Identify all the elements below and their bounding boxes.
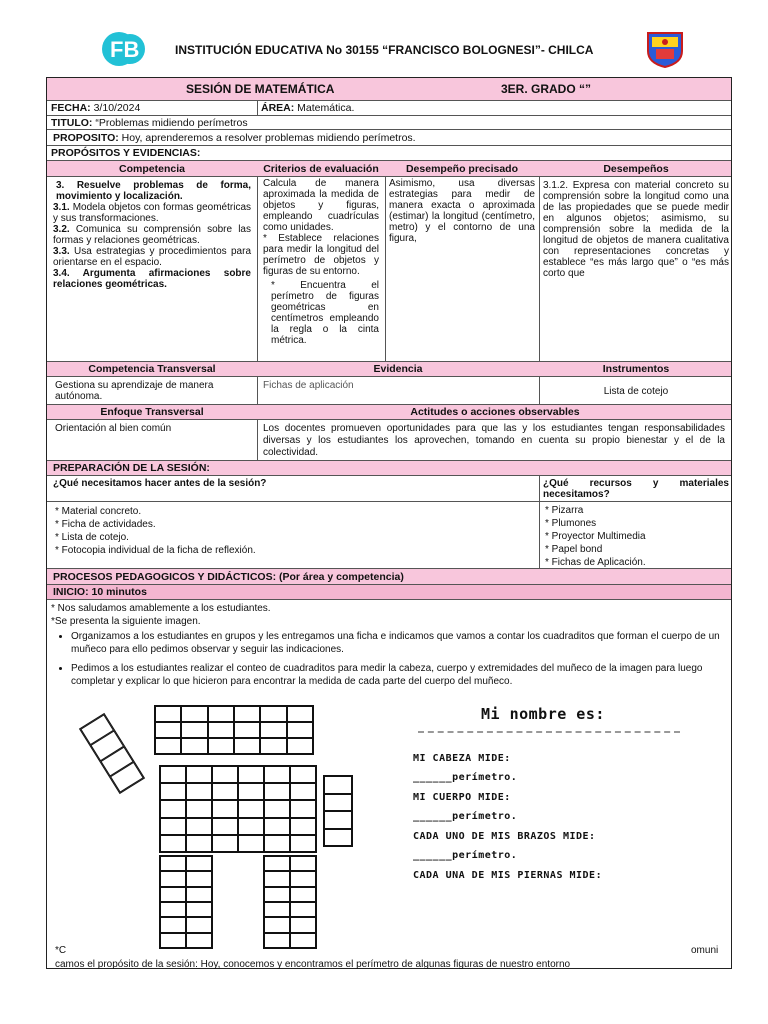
recurso-item: * Papel bond bbox=[545, 544, 603, 555]
header-evidencia: Evidencia bbox=[373, 363, 423, 375]
area-label: ÁREA: bbox=[261, 102, 295, 114]
header-competencia: Competencia bbox=[119, 163, 185, 175]
antes-item: * Material concreto. bbox=[55, 506, 142, 517]
proposito-value: Hoy, aprenderemos a resolver problemas midiendo perímetros. bbox=[121, 132, 416, 144]
antes-item: * Fotocopia individual de la ficha de reflexión. bbox=[55, 545, 256, 556]
header-actitudes: Actitudes o acciones observables bbox=[410, 406, 580, 418]
transversal-header-row bbox=[47, 361, 731, 376]
area-cell bbox=[257, 101, 358, 115]
bullet-item: • Organizamos a los estudiantes en grupos y les entregamos una ficha e indicamos que vamos a contar los cuadraditos que forman el cuerpo de un muñeco para ello pedimos observar y seguir las indicaciones. bbox=[71, 630, 723, 656]
desempenos-cell: 3.1.2. Expresa con material concreto su comprensión sobre la longitud como una de las propiedades que se puede medir en algunos objetos; asimismo, su comprensión sobre la medida de la longitud de objetos de manera cualitativa con representaciones concretas y establece “es más largo que” o “es más corto que bbox=[543, 180, 729, 279]
competencia-title: 3. Resuelve problemas de forma, movimiento y localización. bbox=[56, 180, 251, 202]
session-document bbox=[46, 77, 732, 969]
doll-right-arm bbox=[323, 775, 353, 847]
propositos-evidencias-row bbox=[47, 145, 731, 160]
worksheet-line: ______perímetro. bbox=[413, 811, 518, 822]
recurso-item: * Plumones bbox=[545, 518, 597, 529]
criterio-3: * Encuentra el perímetro de figuras geométricas en centímetros empleando la regla o la cinta métrica. bbox=[271, 280, 379, 346]
fecha-area-row bbox=[47, 100, 731, 115]
preparacion-lists-row bbox=[47, 501, 731, 568]
doll-right-leg bbox=[263, 855, 317, 949]
worksheet-line: MI CUERPO MIDE: bbox=[413, 792, 511, 803]
name-line bbox=[418, 731, 680, 733]
recursos-list bbox=[541, 503, 650, 570]
transversal-body-row bbox=[47, 376, 731, 404]
competencia-item: 3.3. Usa estrategias y procedimientos para orientarse en el espacio. bbox=[53, 246, 251, 268]
competencia-transversal: Gestiona su aprendizaje de manera autónoma. bbox=[55, 380, 214, 402]
criterios-cell bbox=[259, 177, 383, 347]
header-enfoque: Enfoque Transversal bbox=[100, 406, 204, 418]
propositos-evidencias-title: PROPÓSITOS Y EVIDENCIAS: bbox=[51, 147, 201, 159]
inicio-row bbox=[47, 584, 731, 599]
institution-title: INSTITUCIÓN EDUCATIVA No 30155 “FRANCISCO BOLOGNESI”- CHILCA bbox=[175, 43, 594, 57]
enfoque-header-row bbox=[47, 404, 731, 419]
competencia-item: 3.2. Comunica su comprensión sobre las formas y relaciones geométricas. bbox=[53, 224, 251, 246]
antes-item: * Ficha de actividades. bbox=[55, 519, 156, 530]
footer-right: omuni bbox=[691, 945, 719, 956]
titulo-value: “Problemas midiendo perímetros bbox=[95, 117, 248, 129]
session-grade: 3ER. GRADO “” bbox=[501, 82, 592, 96]
recurso-item: * Fichas de Aplicación. bbox=[545, 557, 646, 568]
doll-grid-figure bbox=[87, 705, 357, 950]
header-desempenos: Desempeños bbox=[603, 163, 669, 175]
question-recursos: ¿Qué recursos y materiales necesitamos? bbox=[543, 478, 729, 500]
school-shield-icon bbox=[644, 27, 686, 69]
preparacion-row bbox=[47, 460, 731, 475]
fb-logo-icon bbox=[100, 30, 146, 68]
worksheet-line: CADA UNA DE MIS PIERNAS MIDE: bbox=[413, 870, 603, 881]
titulo-row bbox=[47, 115, 731, 129]
area-value: Matemática. bbox=[297, 102, 355, 114]
footer-line: camos el propósito de la sesión: Hoy, conocemos y encontramos el perímetro de algunas figuras de nuestro entorno bbox=[55, 959, 571, 970]
session-title-row bbox=[47, 78, 731, 100]
imagen-line: *Se presenta la siguiente imagen. bbox=[51, 616, 201, 627]
antes-item: * Lista de cotejo. bbox=[55, 532, 129, 543]
worksheet-line: MI CABEZA MIDE: bbox=[413, 753, 511, 764]
enfoque-body-row bbox=[47, 419, 731, 460]
worksheet-line: CADA UNO DE MIS BRAZOS MIDE: bbox=[413, 831, 596, 842]
inicio-title: INICIO: 10 minutos bbox=[53, 586, 147, 598]
competencias-header-row bbox=[47, 160, 731, 176]
svg-text:FB: FB bbox=[110, 37, 140, 62]
session-title: SESIÓN DE MATEMÁTICA bbox=[186, 82, 335, 96]
bullet-item: • Pedimos a los estudiantes realizar el conteo de cuadraditos para medir la cabeza, cuerpo y extremidades del muñeco de la imagen para luego completar y explicar lo que hicieron para encontrar la medida de cada parte del cuerpo del muñeco. bbox=[71, 662, 723, 688]
doll-left-arm bbox=[79, 713, 145, 794]
fecha-value: 3/10/2024 bbox=[93, 102, 141, 114]
procesos-row bbox=[47, 568, 731, 584]
inicio-content bbox=[47, 599, 731, 970]
bullet-list bbox=[51, 629, 727, 695]
doll-body bbox=[159, 765, 317, 853]
instrumento: Lista de cotejo bbox=[603, 386, 669, 397]
titulo-label: TITULO: bbox=[51, 117, 93, 129]
saludo-line: * Nos saludamos amablemente a los estudiantes. bbox=[51, 603, 271, 614]
worksheet-line: ______perímetro. bbox=[413, 772, 518, 783]
question-antes: ¿Qué necesitamos hacer antes de la sesión? bbox=[53, 478, 267, 489]
header-criterios: Criterios de evaluación bbox=[263, 163, 379, 175]
competencia-item: 3.4. Argumenta afirmaciones sobre relaciones geométricas. bbox=[53, 268, 251, 290]
competencia-cell bbox=[49, 179, 255, 291]
competencia-item: 3.1. Modela objetos con formas geométricas y sus transformaciones. bbox=[53, 202, 252, 224]
proposito-row bbox=[47, 129, 731, 145]
enfoque-value: Orientación al bien común bbox=[55, 423, 172, 434]
recurso-item: * Proyector Multimedia bbox=[545, 531, 646, 542]
proposito-label: PROPOSITO: bbox=[53, 132, 119, 144]
worksheet-line: ______perímetro. bbox=[413, 850, 518, 861]
doll-left-leg bbox=[159, 855, 213, 949]
fecha-label: FECHA: bbox=[51, 102, 91, 114]
preparacion-title: PREPARACIÓN DE LA SESIÓN: bbox=[53, 462, 210, 474]
header-desempeno-precisado: Desempeño precisado bbox=[405, 163, 519, 175]
criterio-2: * Establece relaciones para medir la longitud del perímetro de objetos y figuras de su entorno. bbox=[263, 233, 379, 277]
criterio-1: Calcula de manera aproximada la medida de objetos y figuras, empleando cuadrículas como unidades. bbox=[263, 178, 379, 233]
footer-star: *C bbox=[55, 945, 67, 956]
fecha-cell bbox=[47, 101, 257, 115]
recurso-item: * Pizarra bbox=[545, 505, 584, 516]
desempeno-precisado-cell: Asimismo, usa diversas estrategias para medir de manera exacta o aproximada (estimar) la longitud (centímetro, metro) y el contorno de una figura, bbox=[389, 178, 535, 244]
antes-list bbox=[51, 504, 260, 558]
header-competencia-transversal: Competencia Transversal bbox=[88, 363, 216, 375]
competencias-body-row bbox=[47, 176, 731, 361]
preparacion-questions-row bbox=[47, 475, 731, 501]
procesos-title: PROCESOS PEDAGOGICOS Y DIDÁCTICOS: (Por área y competencia) bbox=[53, 571, 404, 583]
worksheet bbox=[413, 705, 713, 895]
evidencia: Fichas de aplicación bbox=[263, 380, 354, 391]
header-instrumentos: Instrumentos bbox=[602, 363, 670, 375]
doll-head bbox=[154, 705, 314, 755]
actitudes-value: Los docentes promueven oportunidades para que las y los estudiantes tengan responsabilidades diversas y los estudiantes los aprovechen, tomando en cuenta su propio bienestar y el de la colectividad. bbox=[263, 423, 725, 458]
worksheet-title: Mi nombre es: bbox=[481, 705, 605, 723]
